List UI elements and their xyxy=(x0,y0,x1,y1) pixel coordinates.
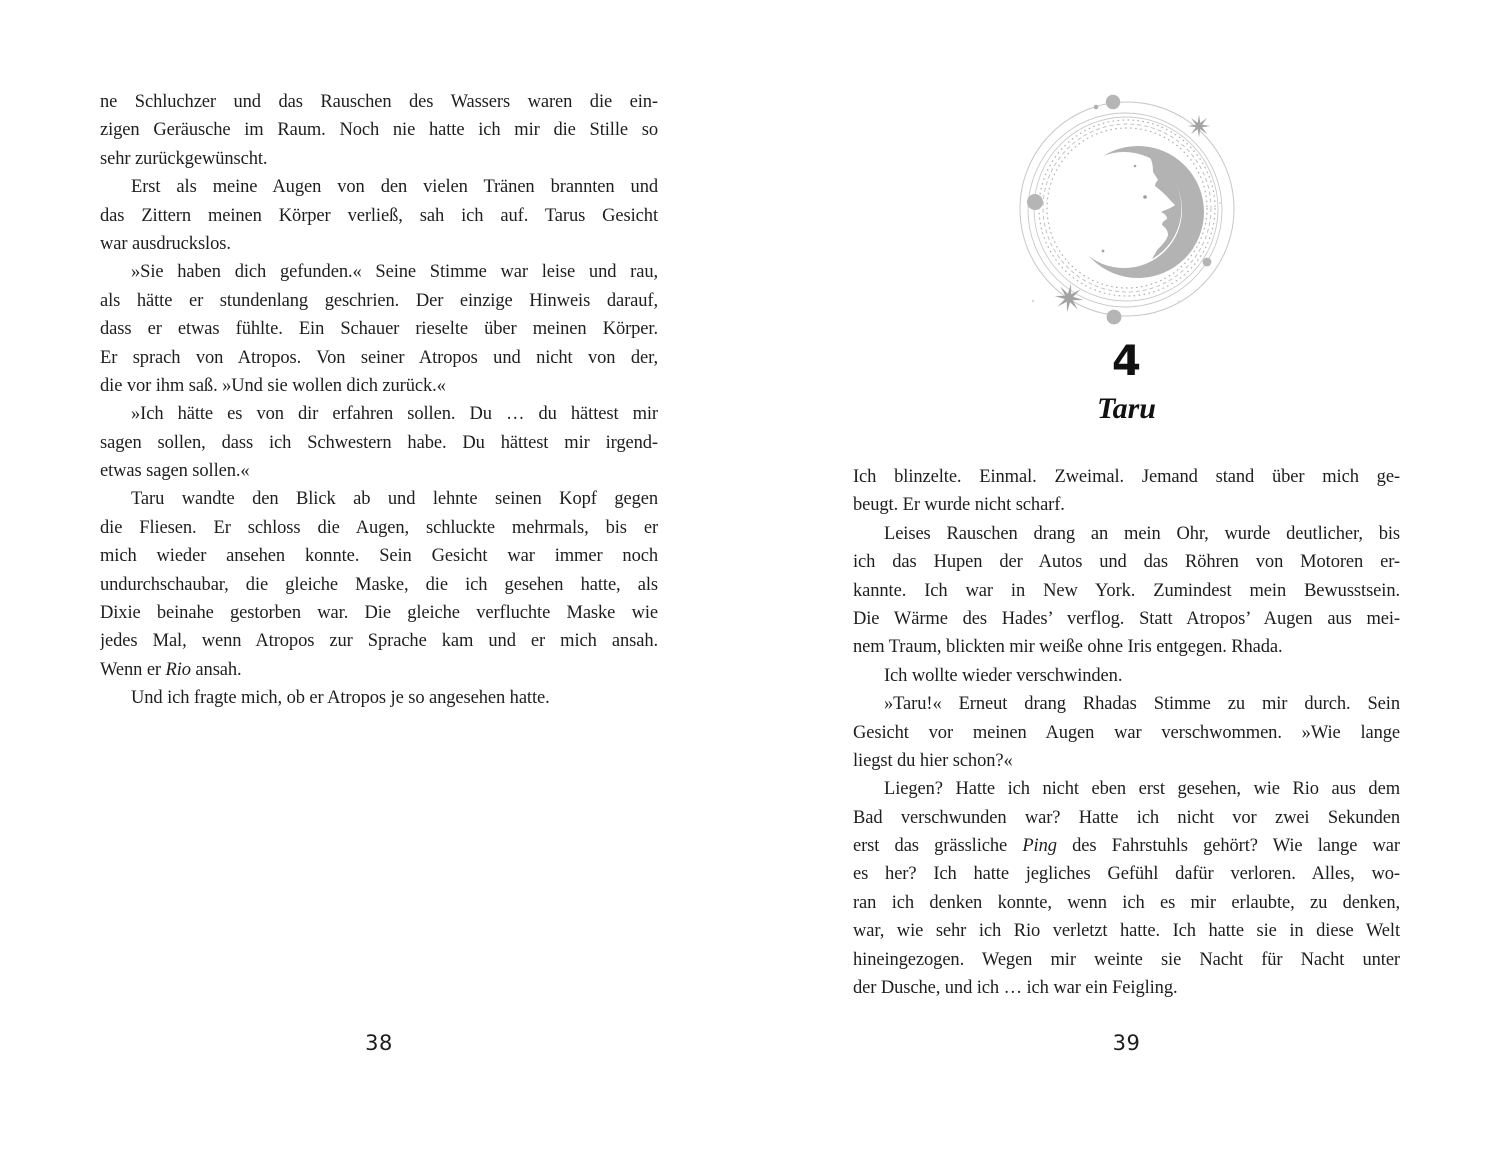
text-line: es her? Ich hatte jegliches Gefühl dafür verloren. Alles, wo- xyxy=(853,864,1400,885)
text-line: Er sprach von Atropos. Von seiner Atropos und nicht von der, xyxy=(100,347,658,368)
text-line: »Ich hätte es von dir erfahren sollen. Du … du hättest mir xyxy=(131,404,658,425)
text-line: Und ich fragte mich, ob er Atropos je so angesehen hatte. xyxy=(131,688,550,709)
text-line: jedes Mal, wenn Atropos zur Sprache kam und er mich ansah. xyxy=(100,631,658,652)
text-line: die Fliesen. Er schloss die Augen, schluckte mehrmals, bis er xyxy=(100,517,658,538)
text-line: »Sie haben dich gefunden.« Seine Stimme war leise und rau, xyxy=(131,262,658,283)
text-line: liegst du hier schon?« xyxy=(853,750,1013,771)
text-line: »Taru!« Erneut drang Rhadas Stimme zu mir durch. Sein xyxy=(884,694,1400,715)
text-line: Gesicht vor meinen Augen war verschwommen. »Wie lange xyxy=(853,722,1400,743)
text-line: dass er etwas fühlte. Ein Schauer rieselte über meinen Körper. xyxy=(100,319,658,340)
text-line: ich das Hupen der Autos und das Röhren von Motoren er- xyxy=(853,552,1400,573)
page-number-left: 38 xyxy=(365,1031,393,1055)
planet-dot-right xyxy=(1203,258,1212,267)
moon-illustration xyxy=(987,68,1267,348)
text-line: Leises Rauschen drang an mein Ohr, wurde deutlicher, bis xyxy=(884,523,1400,544)
chapter-title: Taru xyxy=(1097,392,1156,425)
star-sparkle-icon xyxy=(1053,282,1086,315)
planet-dot-left xyxy=(1027,194,1043,210)
text-line: mich wieder ansehen konnte. Sein Gesicht war immer noch xyxy=(100,546,658,567)
text-line: Erst als meine Augen von den vielen Tränen brannten und xyxy=(131,177,658,198)
text-line: erst das grässliche Ping des Fahrstuhls gehört? Wie lange war xyxy=(853,836,1400,857)
text-line: als hätte er stundenlang geschrien. Der einzige Hinweis darauf, xyxy=(100,290,658,311)
text-line: die vor ihm saß. »Und sie wollen dich zurück.« xyxy=(100,375,446,396)
background-speck xyxy=(1178,301,1180,303)
moon-speck xyxy=(1134,165,1137,168)
moon-speck xyxy=(1102,250,1105,253)
left-page-text-column xyxy=(100,88,658,713)
text-line: der Dusche, und ich … ich war ein Feigling. xyxy=(853,978,1178,999)
text-line: ne Schluchzer und das Rauschen des Wassers waren die ein- xyxy=(100,92,658,112)
planet-dot-top xyxy=(1106,95,1120,109)
text-line: etwas sagen sollen.« xyxy=(100,461,250,482)
text-line: Taru wandte den Blick ab und lehnte seinen Kopf gegen xyxy=(131,489,658,510)
right-page-text-column xyxy=(853,463,1400,1002)
text-line: war ausdruckslos. xyxy=(100,233,231,254)
text-line: ran ich denken konnte, wenn ich es mir erlaubte, zu denken, xyxy=(853,892,1400,913)
text-line: sehr zurückgewünscht. xyxy=(100,148,268,169)
text-line: zigen Geräusche im Raum. Noch nie hatte ich mir die Stille so xyxy=(100,120,658,141)
text-line: hineingezogen. Wegen mir weinte sie Nacht für Nacht unter xyxy=(853,949,1400,970)
page-number-right: 39 xyxy=(1112,1031,1141,1055)
text-line: beugt. Er wurde nicht scharf. xyxy=(853,495,1065,516)
moon-speck xyxy=(1143,195,1147,199)
chapter-number: 4 xyxy=(1111,336,1142,385)
text-line: Wenn er Rio ansah. xyxy=(100,659,242,680)
star-sparkle-icon xyxy=(1188,115,1211,138)
text-line: Dixie beinahe gestorben war. Die gleiche verfluchte Maske wie xyxy=(100,603,658,624)
planet-dot-tiny xyxy=(1094,105,1099,110)
text-line: kannte. Ich war in New York. Zumindest mein Bewusstsein. xyxy=(853,580,1400,601)
text-line: nem Traum, blickten mir weiße ohne Iris entgegen. Rhada. xyxy=(853,637,1283,658)
text-line: das Zittern meinen Körper verließ, sah ich auf. Tarus Gesicht xyxy=(100,205,658,226)
background-speck xyxy=(1032,300,1034,302)
text-line: Ich blinzelte. Einmal. Zweimal. Jemand stand über mich ge- xyxy=(853,467,1400,487)
text-line: war, wie sehr ich Rio verletzt hatte. Ich hatte sie in diese Welt xyxy=(853,921,1400,942)
text-line: sagen sollen, dass ich Schwestern habe. Du hättest mir irgend- xyxy=(100,432,658,453)
planet-dot-bottom xyxy=(1107,310,1122,325)
text-line: Ich wollte wieder verschwinden. xyxy=(884,665,1123,686)
text-line: undurchschaubar, die gleiche Maske, die ich gesehen hatte, als xyxy=(100,574,658,595)
background-speck xyxy=(1219,202,1221,204)
text-line: Bad verschwunden war? Hatte ich nicht vor zwei Sekunden xyxy=(853,807,1400,828)
text-line: Liegen? Hatte ich nicht eben erst gesehen, wie Rio aus dem xyxy=(884,779,1400,800)
text-line: Die Wärme des Hades’ verflog. Statt Atropos’ Augen aus mei- xyxy=(853,608,1400,629)
